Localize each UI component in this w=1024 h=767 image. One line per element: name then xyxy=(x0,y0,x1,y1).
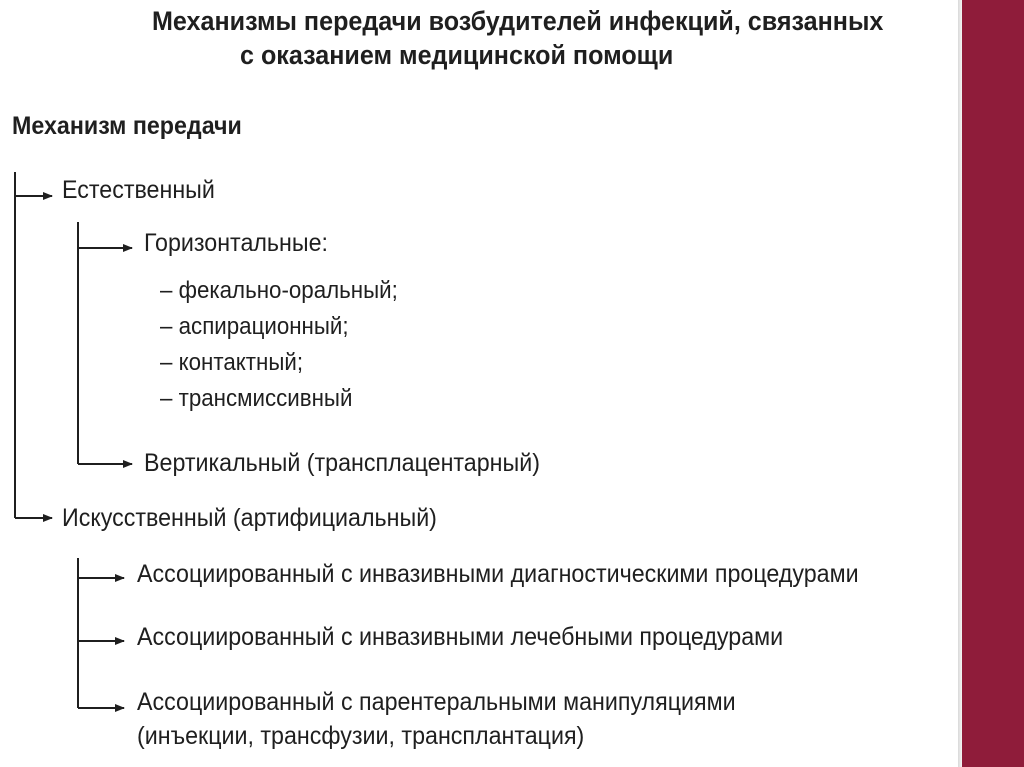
node-vertical: Вертикальный (трансплацентарный) xyxy=(144,449,540,477)
node-associated-treatment: Ассоциированный с инвазивными лечебными процедурами xyxy=(137,623,784,651)
slide-title-line-1: Механизмы передачи возбудителей инфекций, связанных xyxy=(152,6,884,36)
node-horizontal: Горизонтальные: xyxy=(144,229,328,257)
section-heading: Механизм передачи xyxy=(12,112,242,140)
list-item-contact: – контактный; xyxy=(160,349,304,376)
node-associated-parenteral-detail: (инъекции, трансфузии, трансплантация) xyxy=(137,722,585,750)
node-artificial: Искусственный (артифициальный) xyxy=(62,504,437,532)
list-item-fecal-oral: – фекально-оральный; xyxy=(160,277,398,304)
node-associated-diagnostic: Ассоциированный с инвазивными диагностическими процедурами xyxy=(137,560,859,588)
accent-band xyxy=(962,0,1024,767)
slide-title-line-2: с оказанием медицинской помощи xyxy=(240,40,674,70)
horizontal-mechanisms-list xyxy=(160,277,416,421)
node-natural: Естественный xyxy=(62,176,215,204)
list-item-transmissive: – трансмиссивный xyxy=(160,385,353,412)
list-item-aspiration: – аспирационный; xyxy=(160,313,349,340)
node-associated-parenteral: Ассоциированный с парентеральными манипуляциями xyxy=(137,688,736,716)
